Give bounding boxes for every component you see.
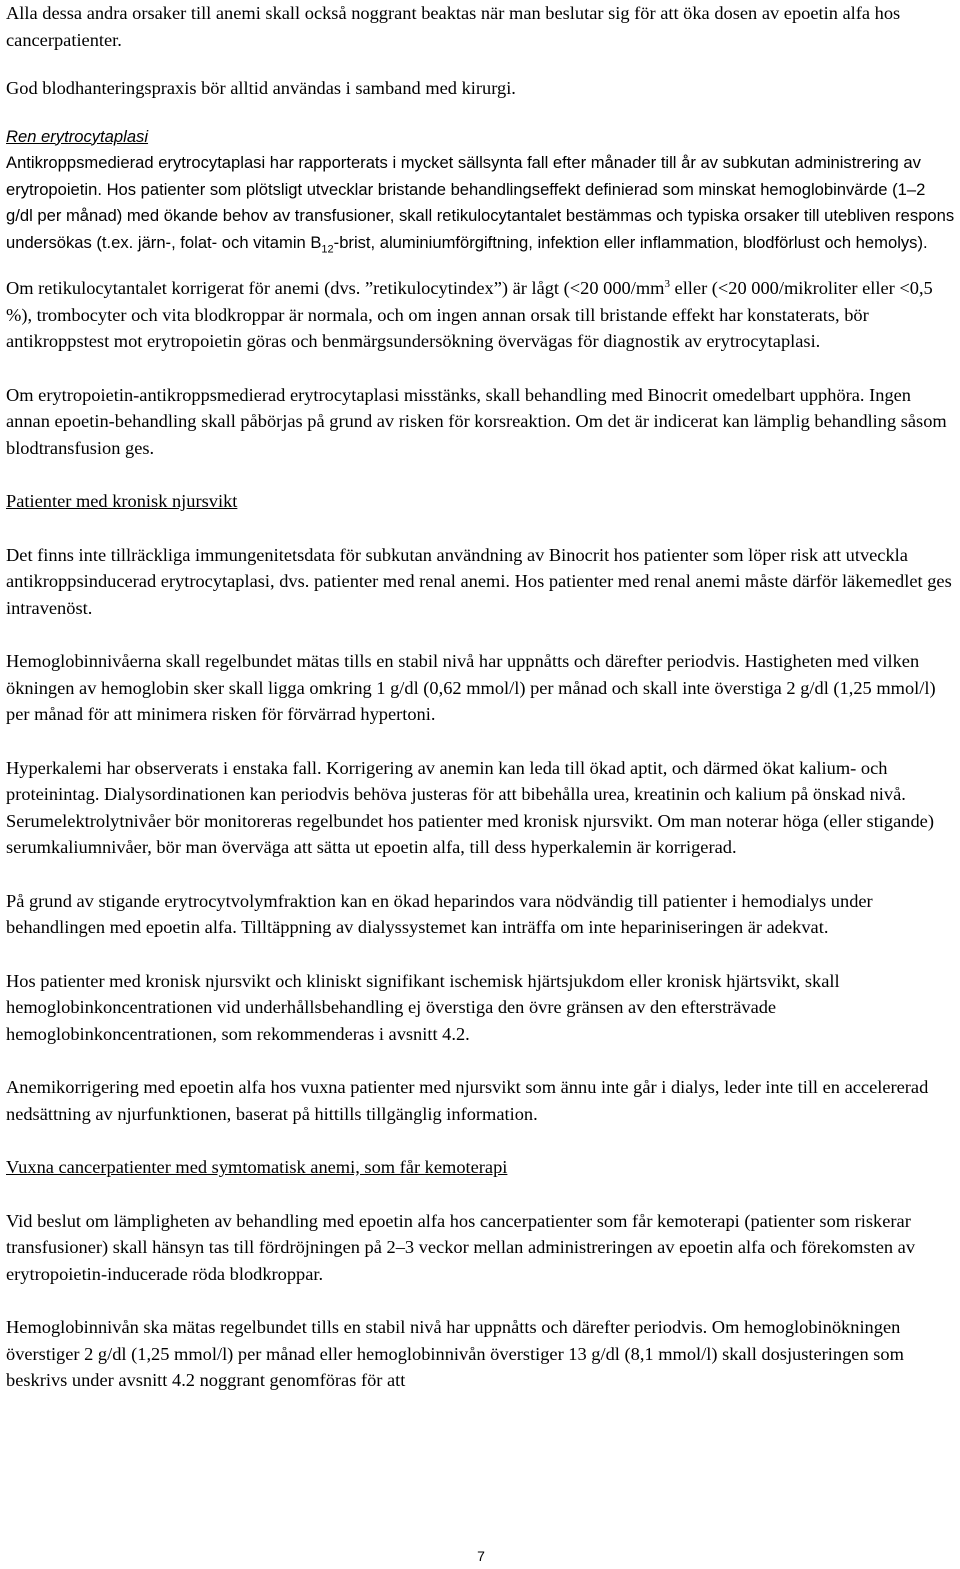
paragraph-intro-1: Alla dessa andra orsaker till anemi skall också noggrant beaktas när man beslutar sig för att öka dosen av epoetin alfa hos cancerpatienter.	[6, 3, 901, 50]
reticulocyte-text-start: Om retikulocytantalet korrigerat för anemi (dvs. ”retikulocytindex”) är lågt (<20 000/mm	[6, 278, 665, 298]
sentence-lack-of-effect: Hos patienter som plötsligt utvecklar bristande behandlingseffekt definierad som minskat hemoglobinvärde (1–2 g/dl per månad) med ökande behov av transfusioner, skall retikulocytantalet bestämmas och typiska orsaker till utebliven respons undersökas (t.ex. järn-, folat- och vitamin B	[6, 179, 955, 252]
sentence-antibody-aplasia: Antikroppsmedierad erytrocytaplasi har rapporterats i mycket sällsynta fall efter månader till år av subkutan administrering av erytropoietin.	[6, 153, 921, 199]
paragraph-renal-hemoglobin: Hemoglobinnivåerna skall regelbundet mätas tills en stabil nivå har uppnåtts och därefter periodvis. Hastigheten med vilken ökningen av hemoglobin sker skall ligga omkring 1 g/dl (0,62 mmol/l) per månad och skall inte överstiga 2 g/dl (1,25 mmol/l) per månad för att minimera risken för förvärrad hypertoni.	[6, 651, 936, 724]
paragraph-cancer-hemoglobin: Hemoglobinnivån ska mätas regelbundet tills en stabil nivå har uppnåtts och därefter periodvis. Om hemoglobinökningen överstiger 2 g/dl (1,25 mmol/l) per månad eller hemoglobinnivån överstiger 13 g/dl (8,1 mmol/l) skall dosjusteringen som beskrivs under avsnitt 4.2 noggrant genomföras för att	[6, 1317, 904, 1390]
page-number: 7	[477, 1548, 485, 1564]
paragraph-antibody-aplasia	[6, 150, 956, 256]
paragraph-renal-heparin: På grund av stigande erytrocytvolymfraktion kan en ökad heparindos vara nödvändig till patienter i hemodialys under behandlingen med epoetin alfa. Tilltäppning av dialyssystemet kan inträffa om inte hepariniseringen är adekvat.	[6, 890, 873, 937]
sentence-lack-of-effect-end: -brist, aluminiumförgiftning, infektion eller inflammation, blodförlust och hemolys).	[333, 232, 928, 252]
heading-ren-erytrocytaplasi: Ren erytrocytaplasi	[6, 126, 149, 146]
paragraph-renal-hyperkalemia: Hyperkalemi har observerats i enstaka fall. Korrigering av anemin kan leda till ökad aptit, och därmed ökat kalium- och proteinintag. Dialysordinationen kan periodvis behöva justeras för att bibehålla urea, kreatinin och kalium på önskad nivå. Serumelektrolytnivåer bör monitoreras regelbundet hos patienter med kronisk njursvikt. Om man noterar höga (eller stigande) serumkaliumnivåer, bör man överväga att sätta ut epoetin alfa, till dess hyperkalemin är korrigerad.	[6, 757, 934, 857]
paragraph-renal-correction: Anemikorrigering med epoetin alfa hos vuxna patienter med njursvikt som ännu inte går i dialys, leder inte till en accelererad nedsättning av njurfunktionen, baserat på hittills tillgänglig information.	[6, 1077, 929, 1124]
vitamin-b12-subscript: 12	[321, 242, 334, 255]
paragraph-renal-ischemic: Hos patienter med kronisk njursvikt och kliniskt signifikant ischemisk hjärtsjukdom eller kronisk hjärtsvikt, skall hemoglobinkoncentrationen vid underhållsbehandling ej överstiga den övre gränsen av den eftersträvade hemoglobinkoncentrationen, som rekommenderas i avsnitt 4.2.	[6, 970, 840, 1044]
reticulocyte-text-end: eller (<20 000/mikroliter eller <0,5 %), trombocyter och vita blodkroppar är normala, och om ingen annan orsak till bristande effekt har konstaterats, bör antikroppstest mot erytropoietin göras och benmärgsundersökning övervägas för diagnostik av erytrocytaplasi.	[6, 278, 933, 351]
document-page	[6, 0, 956, 1564]
paragraph-cancer-delay: Vid beslut om lämpligheten av behandling med epoetin alfa hos cancerpatienter som får kemoterapi (patienter som riskerar transfusioner) skall hänsyn tas till fördröjningen på 2–3 veckor mellan administreringen av epoetin alfa och förekomsten av erytropoietin-inducerade röda blodkroppar.	[6, 1210, 916, 1284]
paragraph-reticulocyte	[6, 275, 956, 355]
heading-kronisk-njursvikt: Patienter med kronisk njursvikt	[6, 491, 238, 511]
paragraph-renal-immunogenicity: Det finns inte tillräckliga immungenitetsdata för subkutan användning av Binocrit hos patienter som löper risk att utveckla antikroppsinducerad erytrocytaplasi, dvs. patienter med renal anemi. Hos patienter med renal anemi måste därför läkemedlet ges intravenöst.	[6, 544, 952, 618]
heading-vuxna-cancerpatienter: Vuxna cancerpatienter med symtomatisk anemi, som får kemoterapi	[6, 1157, 508, 1177]
paragraph-intro-2: God blodhanteringspraxis bör alltid användas i samband med kirurgi.	[6, 78, 516, 98]
mm3-superscript: 3	[664, 277, 670, 290]
paragraph-suspected-aplasia: Om erytropoietin-antikroppsmedierad erytrocytaplasi misstänks, skall behandling med Binocrit omedelbart upphöra. Ingen annan epoetin-behandling skall påbörjas på grund av risken för korsreaktion. Om det är indicerat kan lämplig behandling såsom blodtransfusion ges.	[6, 384, 947, 458]
